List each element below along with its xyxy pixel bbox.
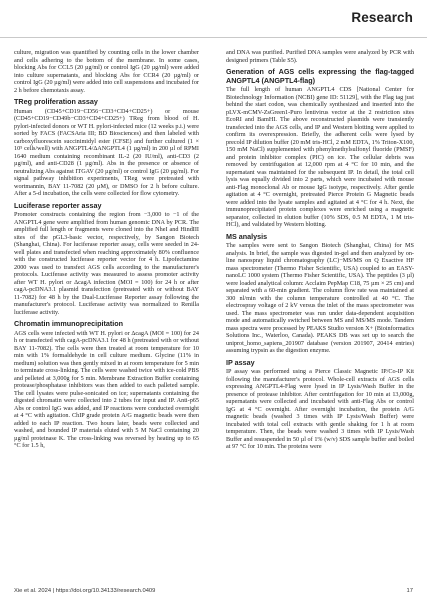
journal-name: Research [351, 10, 413, 25]
paragraph-chip: AGS cells were infected with WT H. pylori or ΔcagA (MOI = 100) for 24 h or transfected with cagA-pcDNA3.1 for 48 h (pretreated with or without BAY 11-7082). The cells were then treated at room temperature for 10 min with 1% formaldehyde in cell culture medium. Glycine (11% in medium) solution was then gently mixed in at room temperature for 5 min to terminate cross-linking. The cells were washed twice with ice-cold PBS and pelleted at 3,000g for 5 min. Membrane Extraction Buffer containing protease/phosphatase inhibitors was then added to each palleted sample. The cell lysates were pulse-sonicated on ice; supernatants containing the digested chromatin were collected into 2 tubes for input and IP. Anti-p65 Abs or control IgG was added, and IP reactions were conducted overnight at 4 °C with agitation. ChIP grade protein A/G magnetic beads were then added to each IP reaction. Two hours later, beads were collected and washed, and bounded IP materials eluted with 5 M NaCl containing 20 µg/ml proteinase K. The cross-linking was reversed by heating up to 65 °C for 1.5 h, [14, 329, 199, 449]
page-number: 17 [406, 588, 413, 594]
page-header [0, 0, 427, 38]
heading-chip: Chromatin immunoprecipitation [14, 319, 124, 328]
paragraph-intro-right: and DNA was purified. Purified DNA samples were analyzed by PCR with designed primers (Table S5). [226, 49, 414, 64]
paragraph-ms-analysis: The samples were sent to Sangon Biotech (Shanghai, China) for MS analysis. In brief, the sample was digested in-gel and then analyzed by on-line nanospray liquid chromatography (LC)−MS/MS on Q Exactive HF mass spectrometer (Thermo Fisher Scientific, USA) coupled to an EASY-nanoLC 1000 system (Thermo Fisher Scientific, USA). The peptides (3 µl) were loaded analytical column: Acclaim PepMap C18, 75 µm × 25 cm) and separated with a 60-min gradient. The column flow rate was maintained at 300 nl/min with the column temperature controlled at 40 °C. The electrospray voltage of 2 kV versus the inlet of the mass spectrometer was used. The mass spectrometer was run under data-dependent acquisition mode and automatically switched between MS and MS/MS mode. Tandem mass spectra were processed by PEAKS Studio version X+ (Bioinformatics Solutions Inc., Waterloo, Canada). PEAKS DB was set up to search the uniprot_homo_sapiens_201907 database (version 201907, 20414 entries) assuming trypsin as the digestion enzyme. [226, 242, 414, 354]
paragraph-intro: culture, migration was quantified by counting cells in the lower chamber and cells adhering to the bottom of the membrane. In some cases, blocking Abs for CCL5 (20 µg/ml) or control IgG (20 µg/ml) were added into culture supernatants, and blocking Abs for CCR4 (20 µg/ml) or control IgG (20 µg/ml) were added into cell suspensions and incubated for 2 h before chemotaxis assay. [14, 49, 199, 94]
citation-doi[interactable]: Xie et al. 2024 | https://doi.org/10.34133/research.0409 [14, 588, 156, 594]
paragraph-luciferase: Promoter constructs containing the region from −3,000 to −1 of the ANGPTL4 gene were amplified from human genomic DNA by PCR. The amplified full length or fragments were cloned into the NheI and HindIII sites of the pGL3-basic vector, respectively, by Sangon Biotech (Shanghai, China). For luciferase reporter assay, cells were seeded in 24-well plates and transfected when reaching approximately 80% confluence with the constructed luciferase reporter vector for 4 h. Lipofectamine 2000 was used to transfect AGS cells according to the manufacturer's protocols. Luciferase activity was measured to assess promoter activity after WT H. pylori or ΔcagA infection (MOI = 100) for 24 h or after cagA-pcDNA3.1 plasmid transfection (pretreated with or without BAY 11-7082) for 48 h by the Dual-Luciferase Reporter assay following the manufacturer's protocol. Luciferase activity was normalized to Renilla luciferase activity. [14, 211, 199, 316]
left-column [14, 49, 199, 450]
page-footer [14, 588, 413, 597]
paragraph-angptl4-flag: The full length of human ANGPTL4 CDS [National Center for Biotechnology Information (NCBI) gene ID: 51129], with the Flag tag just behind the start codon, was chemically synthesized and inserted into the pLVX-mCMV-ZsGreen1-Puro lentivirus vector at the 2 restriction sites EcoRI and BamHI. The above reconstructed plasmids were transiently transfected into the AGS cells, and IP and Western blotting were applied to confirm its overexpression. Briefly, the adherent cells were lysed by precold IP dilution buffer (20 mM tris-HCl, 2 mM EDTA, 1% Triton-X100, 150 mM NaCl) supplemented with phenylmethylsulfonyl fluoride (PMSF) and protein inhibitor complex (PIC) on ice. The cellular debris was removed by centrifugation at 12,000 rpm at 4 °C for 10 min, and the supernatant was maintained for the subsequent IP. In detail, the total cell lysis was equally divided into 2 parts, which were incubated with mouse anti-Flag monoclonal Ab or mouse IgG isotype, respectively. After gentle agitation at 4 °C overnight, pretreated Pierce Protein G Magnetic beads were added into the lysate samples and agitated at 4 °C for 4 h. Next, the immunoprecipitated protein complexes were enriched using a magnetic separator, collected in elution buffer (10% SDS, 0.5 M EDTA, 1 M tris-HCl), and validated by Western blotting. [226, 86, 414, 228]
paragraph-treg-proliferation: Human (CD45+CD19−CD56−CD3+CD4+CD25+) or mouse (CD45+CD19−CD49b−CD3+CD4+CD25+) TReg from blood of H. pylori-infected donors or WT H. pylori-infected mice (12 weeks p.i.) were sorted by FACS (FACSAria III; BD Biosciences) and then labeled with carboxyfluorescein succinimidyl ester (CFSE) and further cultured (1 × 10⁵ cells/well) with ANGPTL4/ΔANGPTL4 (1 µg/ml) in 200 µl of RPMI 1640 medium containing recombinant IL-2 (20 IU/ml), anti-CD3 (2 µg/ml), and anti-CD28 (1 µg/ml). Abs in the presence or absence of neutralizing Abs against ITGAV (20 µg/ml) or control IgG (20 µg/ml). For signal pathway inhibition experiments, TReg were pretreated with wortmannin, BAY 11-7082 (20 µM), or DMSO for 2 h before culture. After a 5-d incubation, the cells were collected for flow cytometry. [14, 107, 199, 197]
right-column [226, 49, 414, 451]
paragraph-ip-assay: IP assay was performed using a Pierce Classic Magnetic IP/Co-IP Kit following the manufacturer's protocol. Whole-cell extracts of AGS cells expressing ANGPTL4-Flag were lysed in IP Lysis/Wash Buffer in the presence of protease inhibitor. After centrifugation for 10 min at 13,000g, supernatants were collected and incubated with anti-Flag Abs or control IgG at 4 °C overnight. After overnight incubation, the protein A/G magnetic beads (washed 3 times with IP Lysis/Wash Buffer) were incubated with total cell extracts with gentle shaking for 1 h at room temperature. Then, the beads were washed 3 times with IP Lysis/Wash Buffer and resuspended in 50 µl of 1% (w/v) SDS sample buffer and boiled at 97 °C for 10 min. The proteins were [226, 368, 414, 450]
heading-ms-analysis: MS analysis [226, 231, 268, 241]
heading-ip-assay: IP assay [226, 357, 255, 367]
heading-luciferase: Luciferase reporter assay [14, 200, 102, 210]
heading-treg-proliferation: TReg proliferation assay [14, 97, 98, 106]
heading-angptl4-flag: Generation of AGS cells expressing the flag-tagged ANGPTL4 (ANGPTL4-flag) [226, 67, 414, 85]
